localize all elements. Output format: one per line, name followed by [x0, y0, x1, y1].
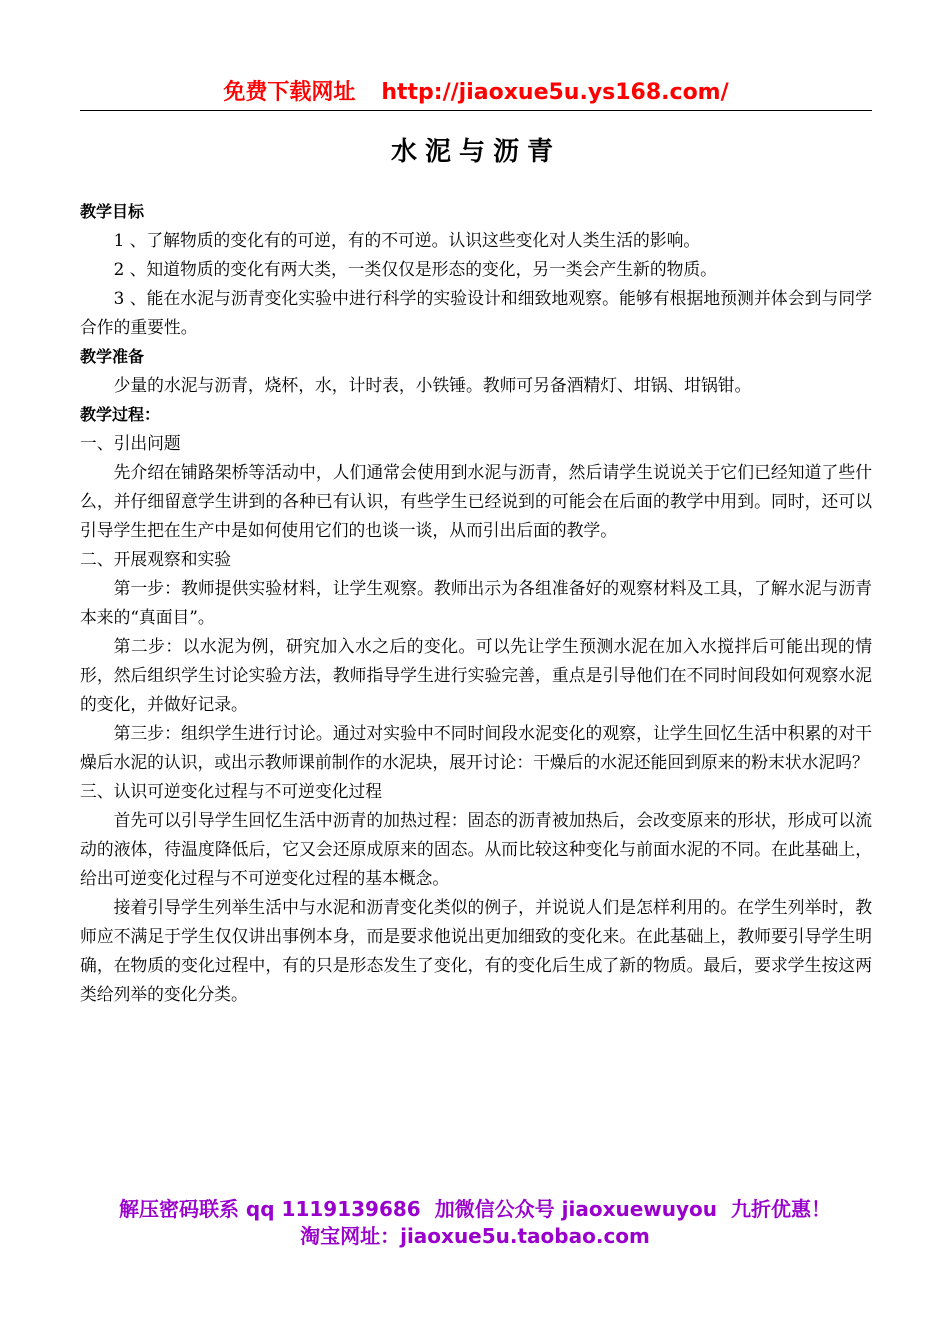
promo-footer: [60, 1196, 890, 1250]
page-title: 水泥与沥青: [390, 137, 561, 167]
discount-note: 九折优惠！: [731, 1197, 832, 1221]
prep-text: 少量的水泥与沥青，烧杯，水，计时表，小铁锤。教师可另备酒精灯、坩锅、坩锅钳。: [113, 375, 752, 395]
download-header: [80, 78, 872, 108]
part2-step3: 第三步：组织学生进行讨论。通过对实验中不同时间段水泥变化的观察，让学生回忆生活中积累的对干燥后水泥的认识，或出示教师课前制作的水泥块，展开讨论：干燥后的水泥还能回到原来的粉末状水泥吗？: [80, 723, 872, 772]
part2-step1: 第一步：教师提供实验材料，让学生观察。教师出示为各组准备好的观察材料及工具，了解水泥与沥青本来的“真面目”。: [80, 578, 872, 627]
part3-title: 三、认识可逆变化过程与不可逆变化过程: [80, 781, 383, 801]
part3-paragraph2: 接着引导学生列举生活中与水泥和沥青变化类似的例子，并说说人们是怎样利用的。在学生列举时，教师应不满足于学生仅仅讲出事例本身，而是要求他说出更加细致的变化来。在此基础上，教师要引导学生明确，在物质的变化过程中，有的只是形态发生了变化，有的变化后生成了新的物质。最后，要求学生按这两类给列举的变化分类。: [80, 897, 872, 1004]
qq-contact: 解压密码联系 qq 1119139686: [118, 1197, 421, 1221]
goal-item: 3 、能在水泥与沥青变化实验中进行科学的实验设计和细致地观察。能够有根据地预测并体会到与同学合作的重要性。: [80, 288, 872, 337]
part2-title: 二、开展观察和实验: [80, 549, 232, 569]
download-url-link[interactable]: http://jiaoxue5u.ys168.com/: [381, 80, 729, 105]
wechat-contact: 加微信公众号 jiaoxuewuyou: [434, 1197, 718, 1221]
part1-title: 一、引出问题: [80, 433, 181, 453]
part2-step2: 第二步：以水泥为例，研究加入水之后的变化。可以先让学生预测水泥在加入水搅拌后可能出现的情形，然后组织学生讨论实验方法，教师指导学生进行实验完善，重点是引导他们在不同时间段如何观察水泥的变化，并做好记录。: [80, 636, 872, 714]
taobao-link[interactable]: 淘宝网址：jiaoxue5u.taobao.com: [300, 1224, 650, 1248]
download-label: 免费下载网址: [223, 80, 356, 105]
part3-paragraph1: 首先可以引导学生回忆生活中沥青的加热过程：固态的沥青被加热后，会改变原来的形状，形成可以流动的液体，待温度降低后，它又会还原成原来的固态。从而比较这种变化与前面水泥的不同。在此基础上，给出可逆变化过程与不可逆变化过程的基本概念。: [80, 810, 872, 888]
goal-item: 1 、了解物质的变化有的可逆，有的不可逆。认识这些变化对人类生活的影响。: [113, 230, 701, 250]
goals-heading: 教学目标: [80, 202, 145, 221]
header-divider: [80, 110, 872, 111]
part1-paragraph: 先介绍在铺路架桥等活动中，人们通常会使用到水泥与沥青，然后请学生说说关于它们已经知道了些什么，并仔细留意学生讲到的各种已有认识，有些学生已经说到的可能会在后面的教学中用到。同时，还可以引导学生把在生产中是如何使用它们的也谈一谈，从而引出后面的教学。: [80, 462, 872, 540]
process-heading: 教学过程：: [80, 405, 161, 424]
lesson-body: [80, 197, 872, 1009]
goal-item: 2 、知道物质的变化有两大类，一类仅仅是形态的变化，另一类会产生新的物质。: [113, 259, 717, 279]
prep-heading: 教学准备: [80, 347, 145, 366]
promo-line-1: [60, 1196, 890, 1223]
